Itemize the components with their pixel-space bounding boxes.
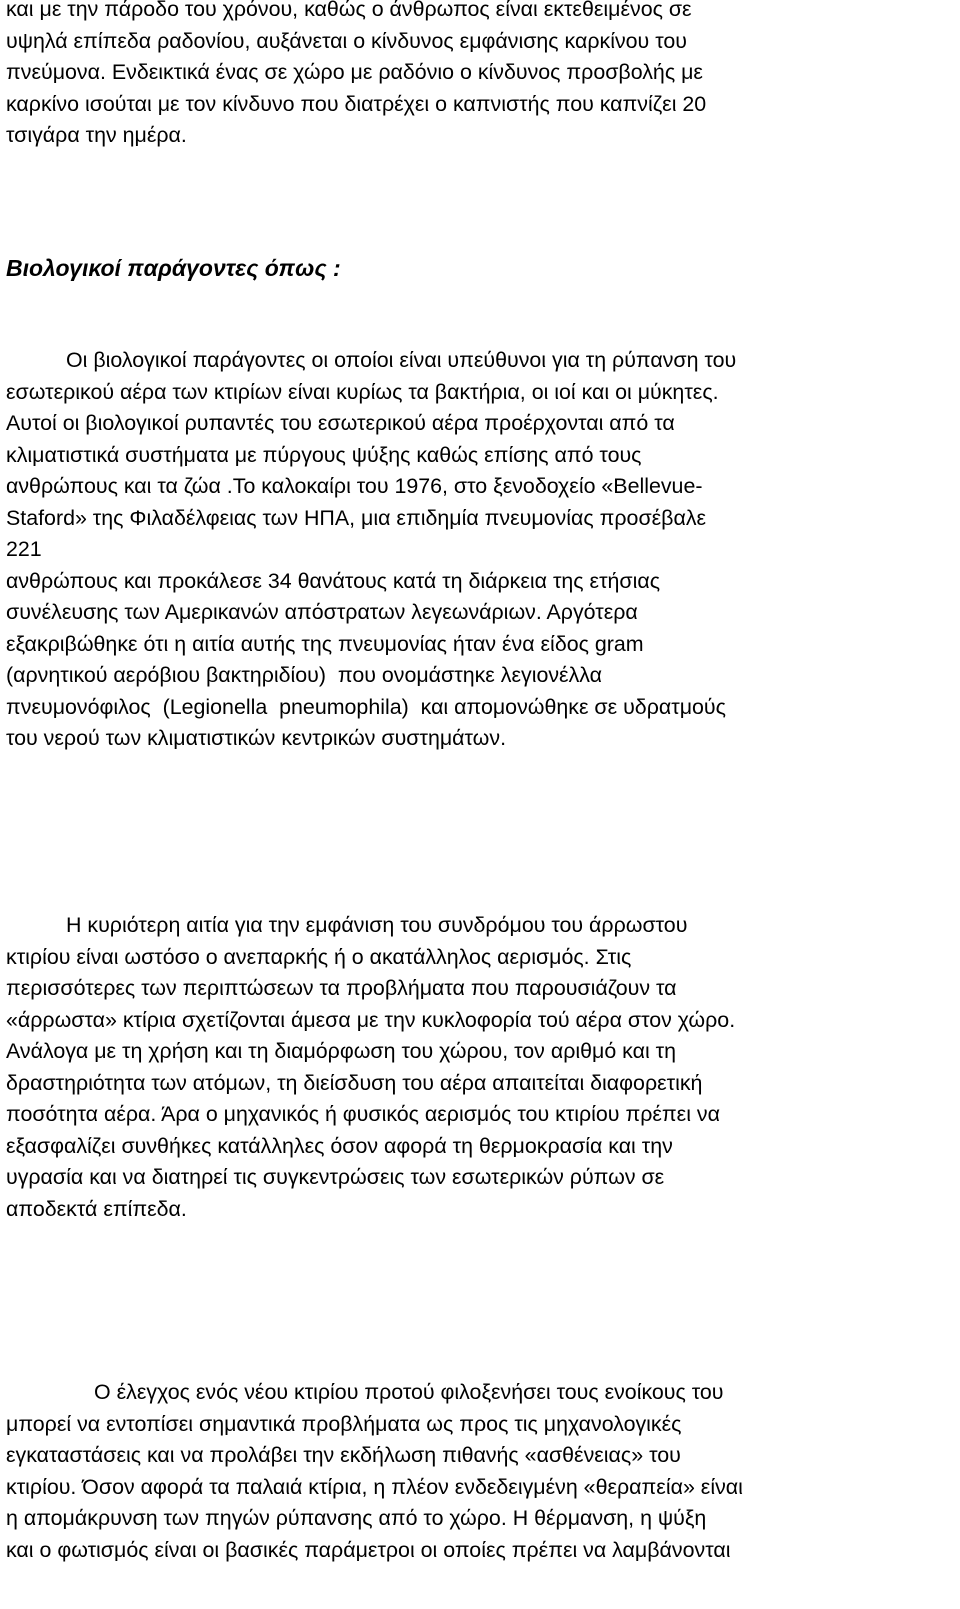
text-line: αποδεκτά επίπεδα. xyxy=(6,1196,187,1221)
text-line: ποσότητα αέρα. Άρα ο μηχανικός ή φυσικός αερισμός του κτιρίου πρέπει να xyxy=(6,1102,720,1126)
text-line: καρκίνο ισούται με τον κίνδυνο που διατρέχει ο καπνιστής που καπνίζει 20 xyxy=(6,91,707,116)
text-line: Οι βιολογικοί παράγοντες οι οποίοι είναι υπεύθυνοι για τη ρύπανση του xyxy=(66,348,737,372)
text-line: ανθρώπους και τα ζώα .Το καλοκαίρι του 1976, στο ξενοδοχείο «Bellevue- xyxy=(6,474,703,498)
text-line: Αυτοί οι βιολογικοί ρυπαντές του εσωτερικού αέρα προέρχονται από τα xyxy=(6,411,675,435)
paragraph-radon xyxy=(6,0,706,152)
text-line: εξακριβώθηκε ότι η αιτία αυτής της πνευμονίας ήταν ένα είδος gram xyxy=(6,631,644,656)
paragraph-ventilation xyxy=(6,910,735,1225)
paragraph-building-inspection xyxy=(6,1377,743,1566)
text-line: κλιματιστικά συστήματα με πύργους ψύξης καθώς επίσης από τους xyxy=(6,442,642,467)
text-line: εσωτερικού αέρα των κτιρίων είναι κυρίως τα βακτήρια, οι ιοί και οι μύκητες. xyxy=(6,379,719,404)
text-line: περισσότερες των περιπτώσεων τα προβλήματα που παρουσιάζουν τα xyxy=(6,976,677,1000)
text-line: τσιγάρα την ημέρα. xyxy=(6,123,187,147)
text-line: κτιρίου είναι ωστόσο ο ανεπαρκής ή ο ακατάλληλος αερισμός. Στις xyxy=(6,944,632,969)
text-line: Ο έλεγχος ενός νέου κτιρίου προτού φιλοξενήσει τους ενοίκους του xyxy=(94,1380,724,1404)
text-line: και ο φωτισμός είναι οι βασικές παράμετροι οι οποίες πρέπει να λαμβάνονται xyxy=(6,1537,731,1562)
text-line: πνευμονόφιλος (Legionella pneumophila) και απομονώθηκε σε υδρατμούς xyxy=(6,694,726,719)
text-line: Η κυριότερη αιτία για την εμφάνιση του συνδρόμου του άρρωστου xyxy=(66,913,688,937)
text-line: δραστηριότητα των ατόμων, τη διείσδυση του αέρα απαιτείται διαφορετική xyxy=(6,1070,703,1095)
text-line: κτιρίου. Όσον αφορά τα παλαιά κτίρια, η πλέον ενδεδειγμένη «θεραπεία» είναι xyxy=(6,1474,743,1499)
text-line: του νερού των κλιματιστικών κεντρικών συστημάτων. xyxy=(6,726,507,750)
text-line: μπορεί να εντοπίσει σημαντικά προβλήματα ως προς τις μηχανολογικές xyxy=(6,1411,682,1436)
text-line: η απομάκρυνση των πηγών ρύπανσης από το χώρο. Η θέρμανση, η ψύξη xyxy=(6,1506,707,1530)
text-line: υψηλά επίπεδα ραδονίου, αυξάνεται ο κίνδυνος εμφάνισης καρκίνου του xyxy=(6,28,687,53)
text-line: και με την πάροδο του χρόνου, καθώς ο άνθρωπος είναι εκτεθειμένος σε xyxy=(6,0,692,21)
text-line: Ανάλογα με τη χρήση και τη διαμόρφωση του χώρου, τον αριθμό και τη xyxy=(6,1039,677,1063)
text-line: ανθρώπους και προκάλεσε 34 θανάτους κατά τη διάρκεια της ετήσιας xyxy=(6,568,661,593)
text-line: (αρνητικού αερόβιου βακτηριδίου) που ονομάστηκε λεγιονέλλα xyxy=(6,663,603,687)
paragraph-biological-factors xyxy=(6,345,736,755)
section-heading: Βιολογικοί παράγοντες όπως : xyxy=(6,255,341,281)
text-line: εξασφαλίζει συνθήκες κατάλληλες όσον αφορά τη θερμοκρασία και την xyxy=(6,1133,673,1158)
text-line: Staford» της Φιλαδέλφειας των ΗΠΑ, μια επιδημία πνευμονίας προσέβαλε xyxy=(6,505,707,530)
text-line: «άρρωστα» κτίρια σχετίζονται άμεσα με την κυκλοφορία τού αέρα στον χώρο. xyxy=(6,1007,736,1032)
text-line: εγκαταστάσεις και να προλάβει την εκδήλωση πιθανής «ασθένειας» του xyxy=(6,1443,681,1467)
text-line: πνεύμονα. Ενδεικτικά ένας σε χώρο με ραδόνιο ο κίνδυνος προσβολής με xyxy=(6,60,703,84)
text-line: υγρασία και να διατηρεί τις συγκεντρώσεις των εσωτερικών ρύπων σε xyxy=(6,1165,665,1189)
text-line: συνέλευσης των Αμερικανών απόστρατων λεγεωνάριων. Αργότερα xyxy=(6,600,638,624)
text-line: 221 xyxy=(6,537,42,561)
